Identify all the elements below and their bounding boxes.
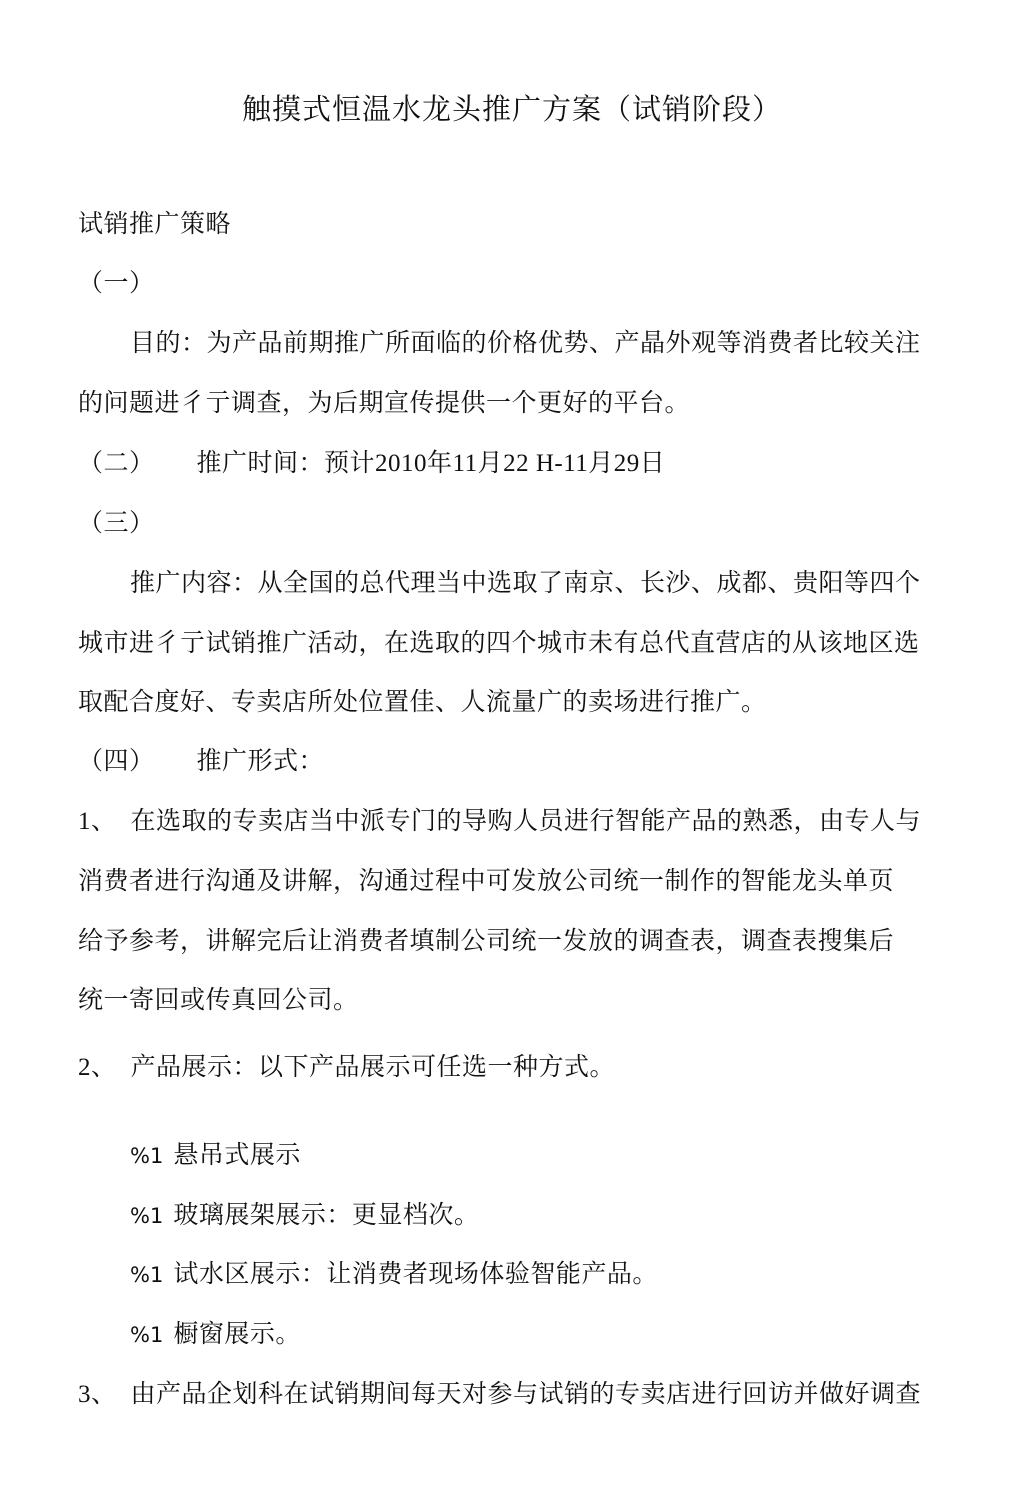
bullet-item <box>130 1138 301 1173</box>
bullet-text: 悬吊式展示 <box>173 1140 301 1169</box>
point-1-text-line-1: 在选取的专卖店当中派专门的导购人员进行智能产品的熟悉，由专人与 <box>130 806 922 835</box>
point-2-line <box>78 1050 615 1085</box>
point-1-text-line-3: 给予参考，讲解完后让消费者填制公司统一发放的调查表，调查表搜集后 <box>78 926 895 955</box>
item-4-line <box>78 744 324 778</box>
point-1-line-1 <box>78 804 921 839</box>
bullet-item <box>130 1198 479 1233</box>
item-3-text-line-1: 推广内容：从全国的总代理当中选取了南京、长沙、成都、贵阳等四个 <box>130 568 921 597</box>
bullet-marker: %1 <box>130 1263 164 1287</box>
item-3-text-line-3: 取配合度好、专卖店所处位置佳、人流量广的卖场进行推广。 <box>78 687 767 716</box>
item-4-label: 推广形式： <box>196 746 325 775</box>
item-1-text-line-2: 的问题进彳亍调查，为后期宣传提供一个更好的平台。 <box>78 388 691 417</box>
point-1-text-line-2: 消费者进行沟通及讲解，沟通过程中可发放公司统一制作的智能龙头单页 <box>78 866 895 895</box>
bullet-text: 橱窗展示。 <box>173 1319 301 1348</box>
point-2-text: 产品展示：以下产品展示可任选一种方式。 <box>130 1052 616 1081</box>
point-3-text: 由产品企划科在试销期间每天对参与试销的专卖店进行回访并做好调查 <box>130 1379 922 1408</box>
item-2-marker: （二） <box>78 448 155 477</box>
point-1-number: 1、 <box>78 808 117 835</box>
point-2-number: 2、 <box>78 1054 117 1081</box>
point-3-line <box>78 1377 921 1412</box>
item-2-line <box>78 446 665 481</box>
item-2-date: 2010年11月22 H-11月29日 <box>375 450 666 477</box>
item-4-marker: （四） <box>78 746 155 775</box>
bullet-marker: %1 <box>130 1204 164 1228</box>
bullet-item <box>130 1257 658 1292</box>
point-3-number: 3、 <box>78 1381 117 1408</box>
item-3-marker: （三） <box>78 508 155 537</box>
item-2-label: 推广时间：预计 <box>196 448 376 477</box>
point-1-text-line-4: 统一寄回或传真回公司。 <box>78 985 359 1014</box>
bullet-text: 玻璃展架展示：更显档次。 <box>173 1200 480 1229</box>
bullet-marker: %1 <box>130 1323 164 1347</box>
bullet-item <box>130 1317 301 1352</box>
item-3-text-line-2: 城市进彳亍试销推广活动，在选取的四个城市未有总代直营店的从该地区选 <box>78 628 920 657</box>
document-title: 触摸式恒温水龙头推广方案（试销阶段） <box>241 92 782 126</box>
item-1-marker: （一） <box>78 268 155 297</box>
bullet-marker: %1 <box>130 1144 164 1168</box>
section-heading: 试销推广策略 <box>78 209 232 238</box>
bullet-text: 试水区展示：让消费者现场体验智能产品。 <box>173 1259 658 1288</box>
item-1-text-line-1: 目的：为产品前期推广所面临的价格优势、产晶外观等消费者比较关注 <box>130 328 921 357</box>
